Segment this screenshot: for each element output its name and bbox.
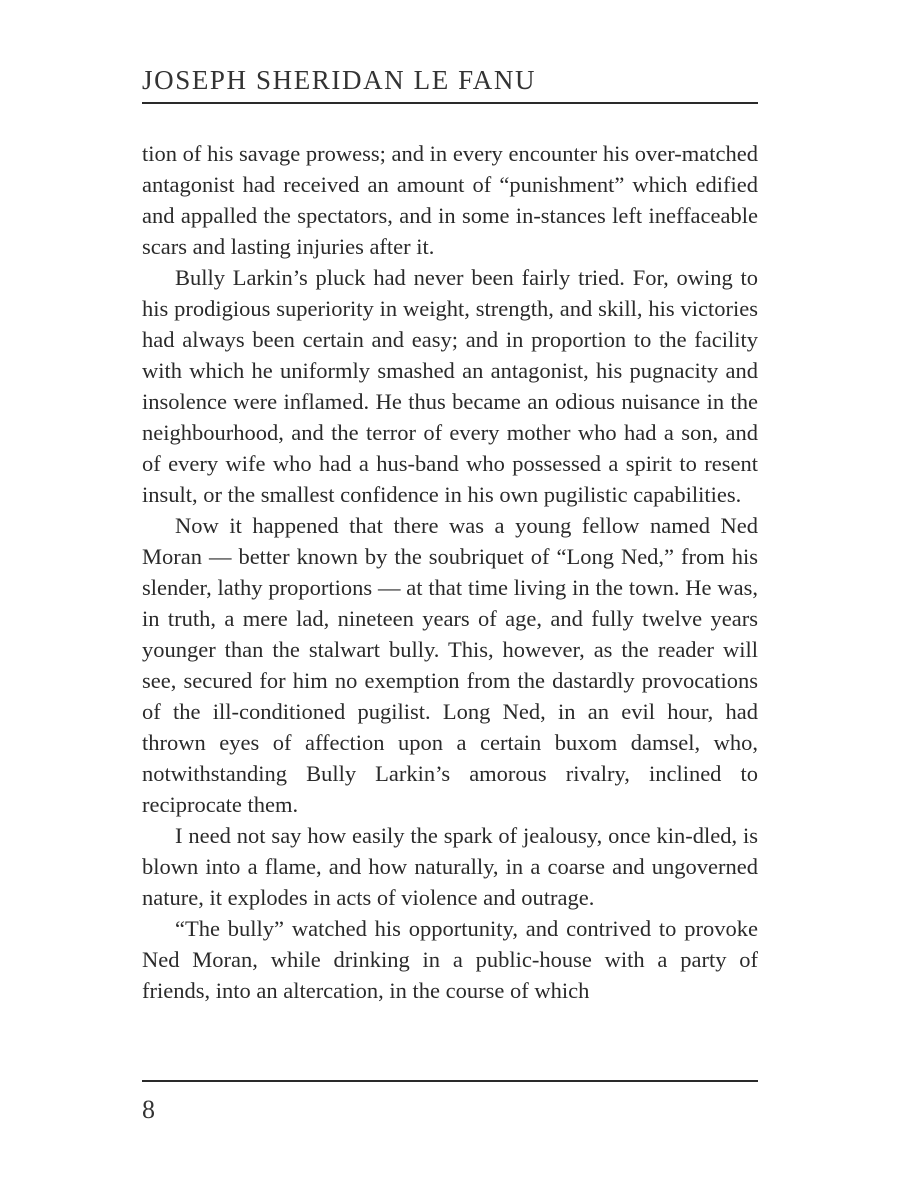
running-head: JOSEPH SHERIDAN LE FANU: [142, 65, 537, 95]
body-text: [142, 138, 758, 1006]
paragraph-1: tion of his savage prowess; and in every encounter his over-matched antagonist had received an amount of “punishment” which edified and appalled the spectators, and in some in-stances left ineffaceable scars and lasting injuries after it.: [142, 141, 758, 259]
footer-rule: [142, 1080, 758, 1082]
paragraph-5: “The bully” watched his opportunity, and contrived to provoke Ned Moran, while drinking in a public-house with a party of friends, into an altercation, in the course of which: [142, 916, 758, 1003]
paragraph-3: Now it happened that there was a young fellow named Ned Moran — better known by the soubriquet of “Long Ned,” from his slender, lathy proportions — at that time living in the town. He was, in truth, a mere lad, nineteen years of age, and fully twelve years younger than the stalwart bully. This, however, as the reader will see, secured for him no exemption from the dastardly provocations of the ill-conditioned pugilist. Long Ned, in an evil hour, had thrown eyes of affection upon a certain buxom damsel, who, notwithstanding Bully Larkin’s amorous rivalry, inclined to reciprocate them.: [142, 513, 758, 817]
paragraph-2: Bully Larkin’s pluck had never been fairly tried. For, owing to his prodigious superiority in weight, strength, and skill, his victories had always been certain and easy; and in proportion to the facility with which he uniformly smashed an antagonist, his pugnacity and insolence were inflamed. He thus became an odious nuisance in the neighbourhood, and the terror of every mother who had a son, and of every wife who had a hus-band who possessed a spirit to resent insult, or the smallest confidence in his own pugilistic capabilities.: [142, 265, 758, 507]
page-number: 8: [142, 1095, 155, 1124]
paragraph-4: I need not say how easily the spark of jealousy, once kin-dled, is blown into a flame, and how naturally, in a coarse and ungoverned nature, it explodes in acts of violence and outrage.: [142, 823, 758, 910]
header-rule: [142, 102, 758, 104]
